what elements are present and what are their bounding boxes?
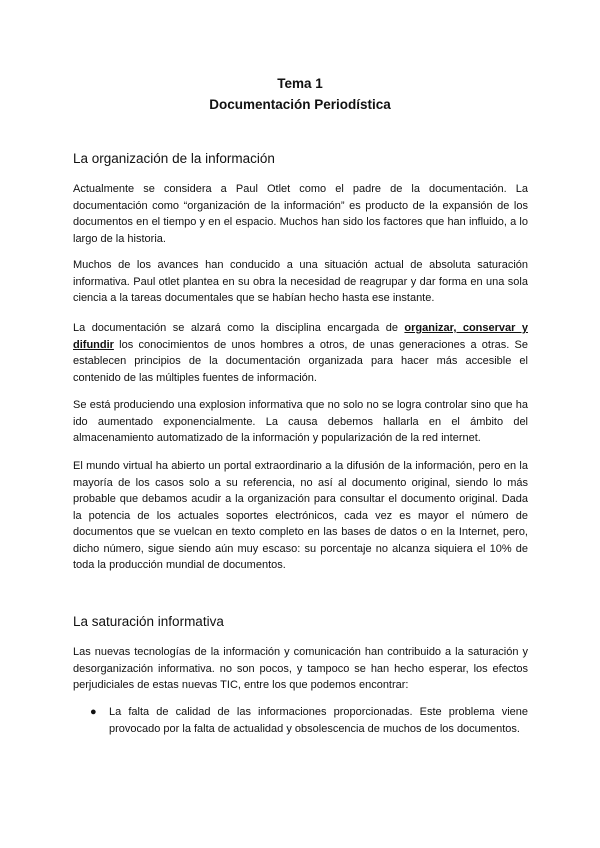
paragraph-disciplina — [73, 320, 528, 386]
paragraph-otlet: Actualmente se considera a Paul Otlet como el padre de la documentación. La documentación como “organización de la información” es producto de la expansión de los documentos en el tiempo y en el espacio. Muchos han sido los factores que han influido, a lo largo de la historia. — [73, 183, 528, 245]
emphasis-organizar-conservar-difundir: organizar, conservar y difundir — [73, 322, 528, 351]
paragraph-avances: Muchos de los avances han conducido a una situación actual de absoluta saturación informativa. Paul otlet plantea en su obra la necesidad de reagrupar y dar forma en una sola ciencia a la tareas documentales que se habían hecho hasta ese instante. — [73, 259, 528, 304]
paragraph-explosion: Se está produciendo una explosion informativa que no solo no se logra controlar sino que ha ido aumentado exponencialmente. La causa debemos hallarla en el ámbito del almacenamiento automatizado de la información y popularización de la red internet. — [73, 399, 528, 444]
paragraph-tic: Las nuevas tecnologías de la información y comunicación han contribuido a la saturación y desorganización informativa. no son pocos, y tampoco se han hecho esperar, los efectos perjudiciales de estas nuevas TIC, entre los que podemos encontrar: — [73, 646, 528, 691]
document-title: Tema 1 — [277, 76, 323, 91]
section-heading-organizacion: La organización de la información — [73, 151, 275, 166]
list-item-text: La falta de calidad de las informaciones proporcionadas. Este problema viene provocado por la falta de actualidad y obsolescencia de muchos de los documentos. — [109, 706, 528, 735]
paragraph-disciplina-end: los conocimientos de unos hombres a otros, de unas generaciones a otras. Se establecen principios de la documentación organizada para hacer más accesible el contenido de las múltiples fuentes de información. — [73, 338, 528, 384]
section-heading-saturacion: La saturación informativa — [73, 614, 224, 629]
paragraph-mundo-virtual: El mundo virtual ha abierto un portal extraordinario a la difusión de la información, pero en la mayoría de los casos solo a su referencia, no así al documento original, siendo lo más probable que debamos acudir a la organización para consultar el documento original. Dada la potencia de los actuales soportes electrónicos, cada vez es mayor el número de documentos que se vuelcan en texto completo en las bases de datos o en la Internet, pero, dicho número, sigue siendo aún muy escaso: su porcentaje no alcanza siquiera el 10% de toda la producción mundial de documentos. — [73, 460, 528, 571]
bullet-icon: ● — [90, 706, 97, 718]
document-subtitle: Documentación Periodística — [209, 97, 391, 112]
paragraph-disciplina-start: La documentación se alzará como la disciplina encargada de — [73, 322, 405, 334]
